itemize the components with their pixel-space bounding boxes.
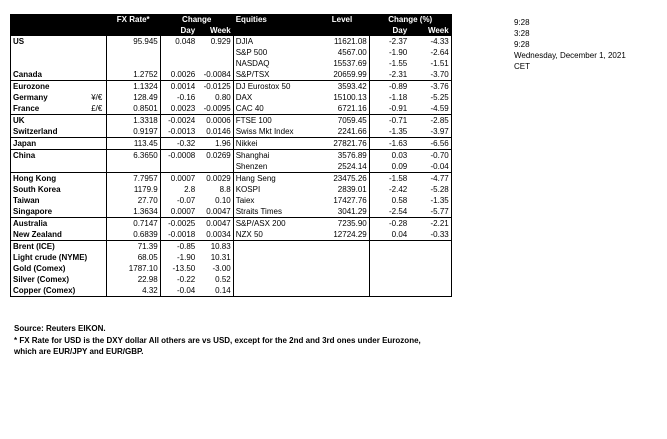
- equity-index-name: FTSE 100: [233, 115, 315, 127]
- equity-change-week: -0.04: [409, 161, 451, 173]
- fx-change-day: -0.85: [160, 241, 197, 253]
- equity-level: 15537.69: [333, 59, 367, 68]
- equity-change-day: -0.28: [369, 218, 409, 230]
- fx-change-day: -0.0008: [160, 150, 197, 162]
- equity-change-day: -2.37: [369, 36, 409, 47]
- equity-index-name: DJIA: [233, 36, 315, 47]
- currency-pair-symbol: [89, 69, 106, 81]
- fx-change-day: -0.22: [160, 274, 197, 285]
- region-label: France: [11, 103, 90, 115]
- time-1: 9:28: [514, 18, 530, 27]
- equity-level: [315, 263, 369, 274]
- region-label: Silver (Comex): [11, 274, 90, 285]
- currency-pair-symbol: [89, 241, 106, 253]
- equity-level: 12724.29: [333, 230, 367, 239]
- equity-change-day: -2.42: [369, 184, 409, 195]
- region-label: Singapore: [11, 206, 90, 218]
- equity-change-day: 0.04: [369, 229, 409, 241]
- equity-change-week: -3.97: [409, 126, 451, 138]
- currency-pair-symbol: £/€: [91, 104, 103, 113]
- region-label: Brent (ICE): [11, 241, 90, 253]
- equity-level: 20659.99: [333, 70, 367, 79]
- equity-change-week: -2.85: [409, 115, 451, 127]
- equity-index-name: KOSPI: [233, 184, 315, 195]
- equity-change-week: -4.33: [409, 36, 451, 47]
- time-2: 3:28: [514, 29, 530, 38]
- fx-rate: 71.39: [106, 241, 160, 253]
- fx-rate: 95.945: [106, 36, 160, 47]
- table-row: [11, 173, 452, 185]
- currency-pair-symbol: [89, 206, 106, 218]
- equity-change-week: [409, 263, 451, 274]
- fx-rate: 0.6839: [106, 229, 160, 241]
- currency-pair-symbol: [89, 285, 106, 297]
- fx-change-week: 0.52: [215, 275, 231, 284]
- region-label: Eurozone: [11, 81, 90, 93]
- fx-rate: 6.3650: [106, 150, 160, 162]
- fx-rate: 1.3634: [106, 206, 160, 218]
- equity-level: 3593.42: [315, 81, 369, 93]
- fx-change-day: -0.0025: [160, 218, 197, 230]
- equity-level: [315, 252, 369, 263]
- fx-change-week: 0.80: [215, 93, 231, 102]
- equity-index-name: Shenzen: [233, 161, 315, 173]
- currency-pair-symbol: ¥/€: [91, 93, 103, 102]
- equity-index-name: CAC 40: [233, 103, 315, 115]
- equity-change-day: -1.18: [369, 92, 409, 103]
- equity-change-day: [369, 252, 409, 263]
- region-label: Japan: [11, 138, 90, 150]
- equity-change-day: -0.71: [369, 115, 409, 127]
- fx-change-week: 0.0047: [206, 207, 231, 216]
- table-row: [11, 195, 452, 206]
- currency-pair-symbol: [89, 161, 106, 173]
- fx-rate: 1179.9: [106, 184, 160, 195]
- market-table: [10, 14, 452, 297]
- table-row: [11, 263, 452, 274]
- equity-change-week: [409, 252, 451, 263]
- equity-change-day: 0.09: [369, 161, 409, 173]
- fx-change-week: -0.0095: [203, 104, 231, 113]
- table-row: [11, 103, 452, 115]
- fx-rate: 128.49: [106, 92, 160, 103]
- equity-level: 11621.08: [333, 37, 367, 46]
- fx-change-day: [160, 58, 197, 69]
- table-row: [11, 252, 452, 263]
- equity-change-day: -0.91: [369, 103, 409, 115]
- region-label: Light crude (NYME): [11, 252, 90, 263]
- fx-change-header: Change: [160, 14, 233, 25]
- equity-change-week: -2.21: [409, 218, 451, 230]
- region-label: Gold (Comex): [11, 263, 90, 274]
- equity-index-name: NZX 50: [233, 229, 315, 241]
- equity-change-week: -5.25: [409, 92, 451, 103]
- fx-rate: 22.98: [106, 274, 160, 285]
- region-label: South Korea: [11, 184, 90, 195]
- date-label: Wednesday, December 1, 2021: [514, 51, 626, 60]
- fx-rate: 1.1324: [106, 81, 160, 93]
- fx-rate: 4.32: [106, 285, 160, 297]
- equity-index-name: DJ Eurostox 50: [233, 81, 315, 93]
- equity-index-name: Taiex: [233, 195, 315, 206]
- equity-level: 3576.89: [315, 150, 369, 162]
- equity-change-day: -0.89: [369, 81, 409, 93]
- equity-change-week: -2.64: [409, 47, 451, 58]
- fx-rate: 1787.10: [106, 263, 160, 274]
- equity-change-day: [369, 285, 409, 297]
- region-label: [11, 58, 90, 69]
- currency-pair-symbol: [89, 173, 106, 185]
- eq-week-header: Week: [409, 25, 451, 36]
- footer-note-2: which are EUR/JPY and EUR/GBP.: [14, 347, 144, 356]
- equity-level: 2241.66: [337, 127, 367, 136]
- equity-index-name: NASDAQ: [233, 58, 315, 69]
- fx-rate: 113.45: [106, 138, 160, 150]
- equity-change-week: -0.70: [409, 150, 451, 162]
- equity-index-name: DAX: [233, 92, 315, 103]
- fx-change-day: 0.0014: [160, 81, 197, 93]
- table-row: [11, 218, 452, 230]
- fx-change-day: -0.04: [160, 285, 197, 297]
- fx-change-week: 8.8: [219, 185, 231, 194]
- equity-index-name: S&P/TSX: [233, 69, 315, 81]
- table-row: [11, 81, 452, 93]
- fx-change-day: 2.8: [160, 184, 197, 195]
- currency-pair-symbol: [89, 229, 106, 241]
- equity-change-week: -1.35: [409, 195, 451, 206]
- fx-change-week: 0.0029: [197, 173, 233, 185]
- region-label: New Zealand: [11, 229, 90, 241]
- region-label: [11, 47, 90, 58]
- fx-change-day: -0.32: [160, 138, 197, 150]
- currency-pair-symbol: [89, 195, 106, 206]
- region-label: Australia: [11, 218, 90, 230]
- table-row: [11, 47, 452, 58]
- equity-change-week: -4.77: [409, 173, 451, 185]
- table-row: [11, 229, 452, 241]
- fx-change-day: -0.0018: [160, 229, 197, 241]
- equity-index-name: [233, 263, 315, 274]
- equity-change-week: -5.77: [409, 206, 451, 218]
- fx-week-header: Week: [209, 26, 231, 35]
- region-label: Copper (Comex): [11, 285, 90, 297]
- fx-change-week: 0.0006: [197, 115, 233, 127]
- eq-day-header: Day: [369, 25, 409, 36]
- fx-rate: 27.70: [106, 195, 160, 206]
- fx-change-week: [197, 58, 233, 69]
- fx-rate: 1.2752: [106, 69, 160, 81]
- currency-pair-symbol: [89, 126, 106, 138]
- fx-change-week: [197, 47, 233, 58]
- equity-change-day: -2.54: [369, 206, 409, 218]
- equity-level: [315, 285, 369, 297]
- equity-index-name: Nikkei: [233, 138, 315, 150]
- equity-change-day: -1.90: [369, 47, 409, 58]
- fx-rate: [106, 161, 160, 173]
- fx-change-week: 0.0047: [197, 218, 233, 230]
- equity-level: 3041.29: [337, 207, 367, 216]
- currency-pair-symbol: [89, 150, 106, 162]
- equity-level: 7235.90: [315, 218, 369, 230]
- time-3: 9:28: [514, 40, 530, 49]
- region-label: Germany: [11, 92, 90, 103]
- region-label: Hong Kong: [11, 173, 90, 185]
- region-label: China: [11, 150, 90, 162]
- equity-level: 6721.16: [337, 104, 367, 113]
- currency-pair-symbol: [89, 81, 106, 93]
- equity-change-day: [369, 241, 409, 253]
- currency-pair-symbol: [89, 263, 106, 274]
- fx-rate: [106, 47, 160, 58]
- currency-pair-symbol: [89, 252, 106, 263]
- currency-pair-symbol: [89, 36, 106, 47]
- fx-change-day: 0.0007: [160, 173, 197, 185]
- header-row-1: [11, 14, 452, 25]
- table-row: [11, 126, 452, 138]
- equity-change-week: -3.76: [409, 81, 451, 93]
- table-row: [11, 206, 452, 218]
- timezone-label: CET: [514, 62, 530, 71]
- equity-change-week: -5.28: [409, 184, 451, 195]
- equity-level: 17427.76: [333, 196, 367, 205]
- equities-header: Equities: [233, 14, 315, 25]
- table-row: [11, 285, 452, 297]
- equity-level: 2839.01: [337, 185, 367, 194]
- table-row: [11, 115, 452, 127]
- fx-change-week: 10.31: [210, 253, 231, 262]
- fx-change-day: 0.0026: [160, 69, 197, 81]
- fx-rate-header: FX Rate*: [106, 14, 160, 25]
- fx-rate: 0.9197: [106, 126, 160, 138]
- equity-change-day: [369, 263, 409, 274]
- fx-rate: 1.3318: [106, 115, 160, 127]
- currency-pair-symbol: [89, 184, 106, 195]
- currency-pair-symbol: [89, 47, 106, 58]
- footer-note-1: * FX Rate for USD is the DXY dollar All others are vs USD, except for the 2nd and 3rd ones under Eurozone,: [14, 336, 421, 345]
- fx-change-week: 0.0034: [206, 230, 231, 239]
- fx-change-week: -0.0084: [203, 70, 231, 79]
- equity-level: [315, 241, 369, 253]
- table-row: [11, 138, 452, 150]
- region-label: UK: [11, 115, 90, 127]
- fx-change-day: -1.90: [160, 252, 197, 263]
- eq-change-header: Change (%): [369, 14, 451, 25]
- fx-change-day: 0.0023: [160, 103, 197, 115]
- table-row: [11, 150, 452, 162]
- equity-index-name: Shanghai: [233, 150, 315, 162]
- region-label: US: [11, 36, 90, 47]
- equity-change-week: -6.56: [409, 138, 451, 150]
- region-label: [11, 161, 90, 173]
- equity-change-day: -1.55: [369, 58, 409, 69]
- fx-change-day: [160, 161, 197, 173]
- equity-index-name: [233, 285, 315, 297]
- region-label: Switzerland: [11, 126, 90, 138]
- equity-change-week: [409, 241, 451, 253]
- equity-change-week: -0.33: [409, 229, 451, 241]
- equity-level: 15100.13: [333, 93, 367, 102]
- equity-level: 23475.26: [315, 173, 369, 185]
- equity-change-day: 0.03: [369, 150, 409, 162]
- equity-change-week: -1.51: [409, 58, 451, 69]
- region-label: Taiwan: [11, 195, 90, 206]
- fx-change-week: 0.14: [197, 285, 233, 297]
- fx-change-day: [160, 47, 197, 58]
- equity-index-name: S&P 500: [233, 47, 315, 58]
- fx-rate: 68.05: [106, 252, 160, 263]
- fx-change-week: 10.83: [197, 241, 233, 253]
- fx-change-week: -3.00: [212, 264, 231, 273]
- equity-change-day: -1.35: [369, 126, 409, 138]
- level-header: Level: [331, 15, 353, 24]
- fx-change-week: 1.96: [197, 138, 233, 150]
- currency-pair-symbol: [89, 218, 106, 230]
- equity-change-week: [409, 274, 451, 285]
- currency-pair-symbol: [89, 58, 106, 69]
- fx-change-day: 0.0007: [160, 206, 197, 218]
- fx-change-day: -13.50: [160, 263, 197, 274]
- currency-pair-symbol: [89, 138, 106, 150]
- table-row: [11, 58, 452, 69]
- equity-index-name: [233, 241, 315, 253]
- table-row: [11, 36, 452, 47]
- fx-change-day: -0.07: [160, 195, 197, 206]
- fx-day-header: Day: [160, 25, 197, 36]
- table-row: [11, 161, 452, 173]
- fx-change-week: 0.10: [215, 196, 231, 205]
- fx-change-day: 0.048: [160, 36, 197, 47]
- equity-level: [315, 274, 369, 285]
- equity-change-day: -1.63: [369, 138, 409, 150]
- equity-index-name: [233, 252, 315, 263]
- equity-level: 27821.76: [315, 138, 369, 150]
- table-row: [11, 274, 452, 285]
- table-row: [11, 184, 452, 195]
- equity-change-day: 0.58: [369, 195, 409, 206]
- equity-change-day: -1.58: [369, 173, 409, 185]
- header-row-2: [11, 25, 452, 36]
- equity-change-week: [409, 285, 451, 297]
- fx-change-day: -0.0013: [160, 126, 197, 138]
- fx-rate: 0.7147: [106, 218, 160, 230]
- fx-change-day: -0.16: [160, 92, 197, 103]
- equity-index-name: Swiss Mkt Index: [233, 126, 315, 138]
- equity-change-day: -2.31: [369, 69, 409, 81]
- equity-index-name: Straits Times: [233, 206, 315, 218]
- footer-source: Source: Reuters EIKON.: [14, 324, 106, 333]
- currency-pair-symbol: [89, 115, 106, 127]
- region-label: Canada: [11, 69, 90, 81]
- fx-change-week: -0.0125: [197, 81, 233, 93]
- equity-change-week: -4.59: [409, 103, 451, 115]
- table-row: [11, 69, 452, 81]
- market-table-wrapper: [10, 14, 452, 297]
- table-row: [11, 92, 452, 103]
- fx-change-week: 0.0146: [206, 127, 231, 136]
- equity-index-name: [233, 274, 315, 285]
- equity-change-week: -3.70: [409, 69, 451, 81]
- table-row: [11, 241, 452, 253]
- fx-change-day: -0.0024: [160, 115, 197, 127]
- equity-level: 2524.14: [337, 162, 367, 171]
- fx-rate: 7.7957: [106, 173, 160, 185]
- equity-level: 7059.45: [315, 115, 369, 127]
- equity-level: 4567.00: [337, 48, 367, 57]
- equity-index-name: S&P/ASX 200: [233, 218, 315, 230]
- fx-rate: [106, 58, 160, 69]
- fx-rate: 0.8501: [106, 103, 160, 115]
- timestamps: [514, 17, 626, 72]
- equity-change-day: [369, 274, 409, 285]
- fx-change-week: 0.929: [210, 37, 231, 46]
- currency-pair-symbol: [89, 274, 106, 285]
- fx-change-week: 0.0269: [197, 150, 233, 162]
- fx-change-week: [197, 161, 233, 173]
- equity-index-name: Hang Seng: [233, 173, 315, 185]
